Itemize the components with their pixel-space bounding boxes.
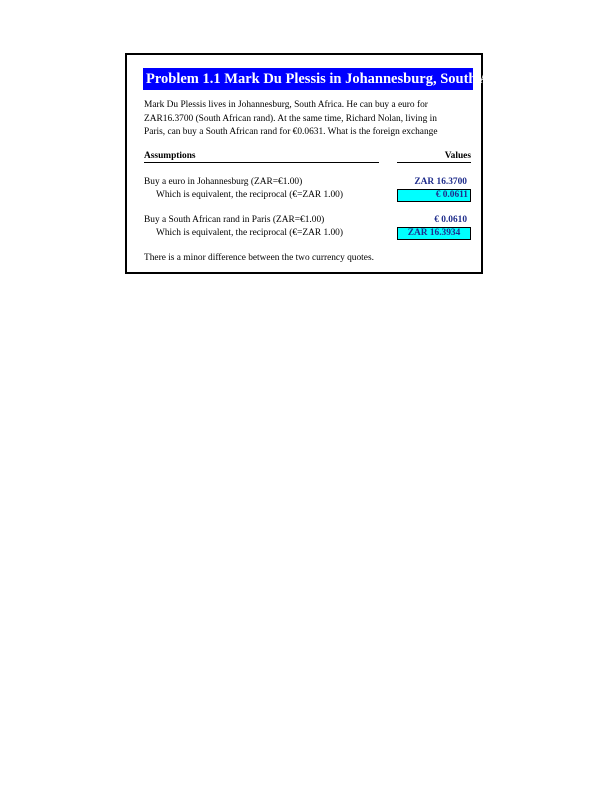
row-label-reciprocal-1: Which is equivalent, the reciprocal (€=ZAR 1.00) [156,190,343,200]
value-reciprocal-2-cell[interactable]: ZAR 16.3934 [397,227,471,240]
values-header: Values [397,151,471,163]
value-rand-paris[interactable]: € 0.0610 [434,215,467,225]
conclusion-note: There is a minor difference between the two currency quotes. [144,253,374,263]
problem-title: Problem 1.1 Mark Du Plessis in Johannesburg, South Africa [143,68,473,90]
problem-description [144,99,469,140]
worksheet-frame [125,53,519,274]
description-line: Mark Du Plessis lives in Johannesburg, South Africa. He can buy a euro for [144,100,428,110]
assumptions-header: Assumptions [144,151,379,163]
row-label-euro-johannesburg: Buy a euro in Johannesburg (ZAR=€1.00) [144,177,303,187]
value-reciprocal-1-cell[interactable]: € 0.0611 [397,189,471,202]
row-label-reciprocal-2: Which is equivalent, the reciprocal (€=ZAR 1.00) [156,228,343,238]
value-euro-johannesburg[interactable]: ZAR 16.3700 [414,177,467,187]
description-line: ZAR16.3700 (South African rand). At the same time, Richard Nolan, living in [144,113,437,124]
description-line: Paris, can buy a South African rand for €0.0631. What is the foreign exchange [144,127,438,137]
row-label-rand-paris: Buy a South African rand in Paris (ZAR=€1.00) [144,215,325,225]
